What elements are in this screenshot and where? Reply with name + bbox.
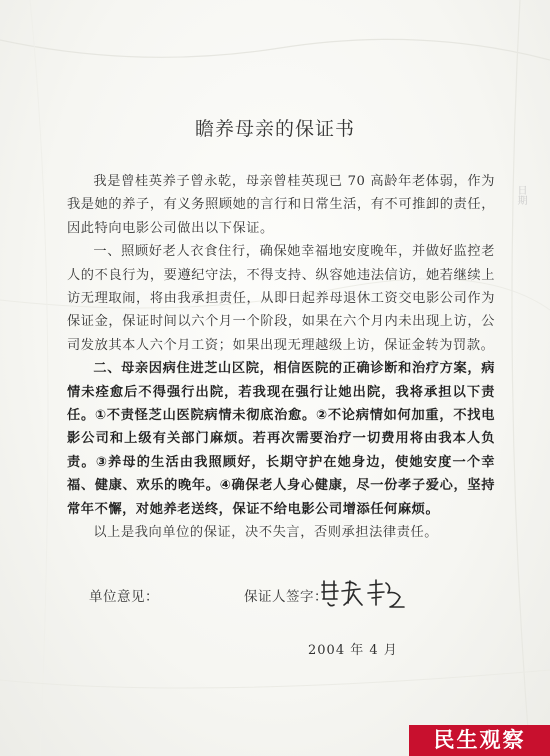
paragraph-clause-two: 二、母亲因病住进芝山区院，相信医院的正确诊断和治疗方案，病情未痊愈后不得强行出院，若我现在强行让她出院，我将承担以下责任。①不责怪芝山医院病情未彻底治愈。②不论病情如何加重，不找电影公司和上级有关部门麻烦。若再次需要治疗一切费用将由我本人负责。③养母的生活由我照顾好，长期守护在她身边，使她安度一个幸福、健康、欢乐的晚年。④确保老人身心健康，尽一份孝子爱心，坚持常年不懈，对她养老送终，保证不给电影公司增添任何麻烦。 xyxy=(67,361,495,517)
document-title: 瞻养母亲的保证书 xyxy=(194,118,355,140)
handwritten-signature xyxy=(316,577,406,611)
source-watermark-logo: 民生观察 xyxy=(409,725,550,756)
guarantor-signature-label: 保证人签字： xyxy=(244,589,328,605)
unit-opinion-label: 单位意见： xyxy=(89,589,159,605)
document-date: 2004 年 4 月 xyxy=(308,643,398,658)
paragraph-intro: 我是曾桂英养子曾永乾，母亲曾桂英现已 70 高龄年老体弱，作为我是她的养子，有义务照顾她的言行和日常生活，有不可推卸的责任，因此特向电影公司做出以下保证。 xyxy=(67,174,495,236)
paragraph-closing: 以上是我向单位的保证，决不失言，否则承担法律责任。 xyxy=(93,525,439,541)
document-body xyxy=(67,170,495,545)
paragraph-clause-one: 一、照顾好老人衣食住行，确保她幸福地安度晚年，并做好监控老人的不良行为，要遵纪守法，不得支持、纵容她违法信访，她若继续上访无理取闹，将由我承担责任，从即日起养母退休工资交电影公司作为保证金，保证时间以六个月一个阶段，如果在六个月内未出现上访，公司发放其本人六个月工资；如果出现无理越级上访，保证金转为罚款。 xyxy=(67,244,495,353)
faint-side-stamp: 日期 xyxy=(515,185,526,205)
